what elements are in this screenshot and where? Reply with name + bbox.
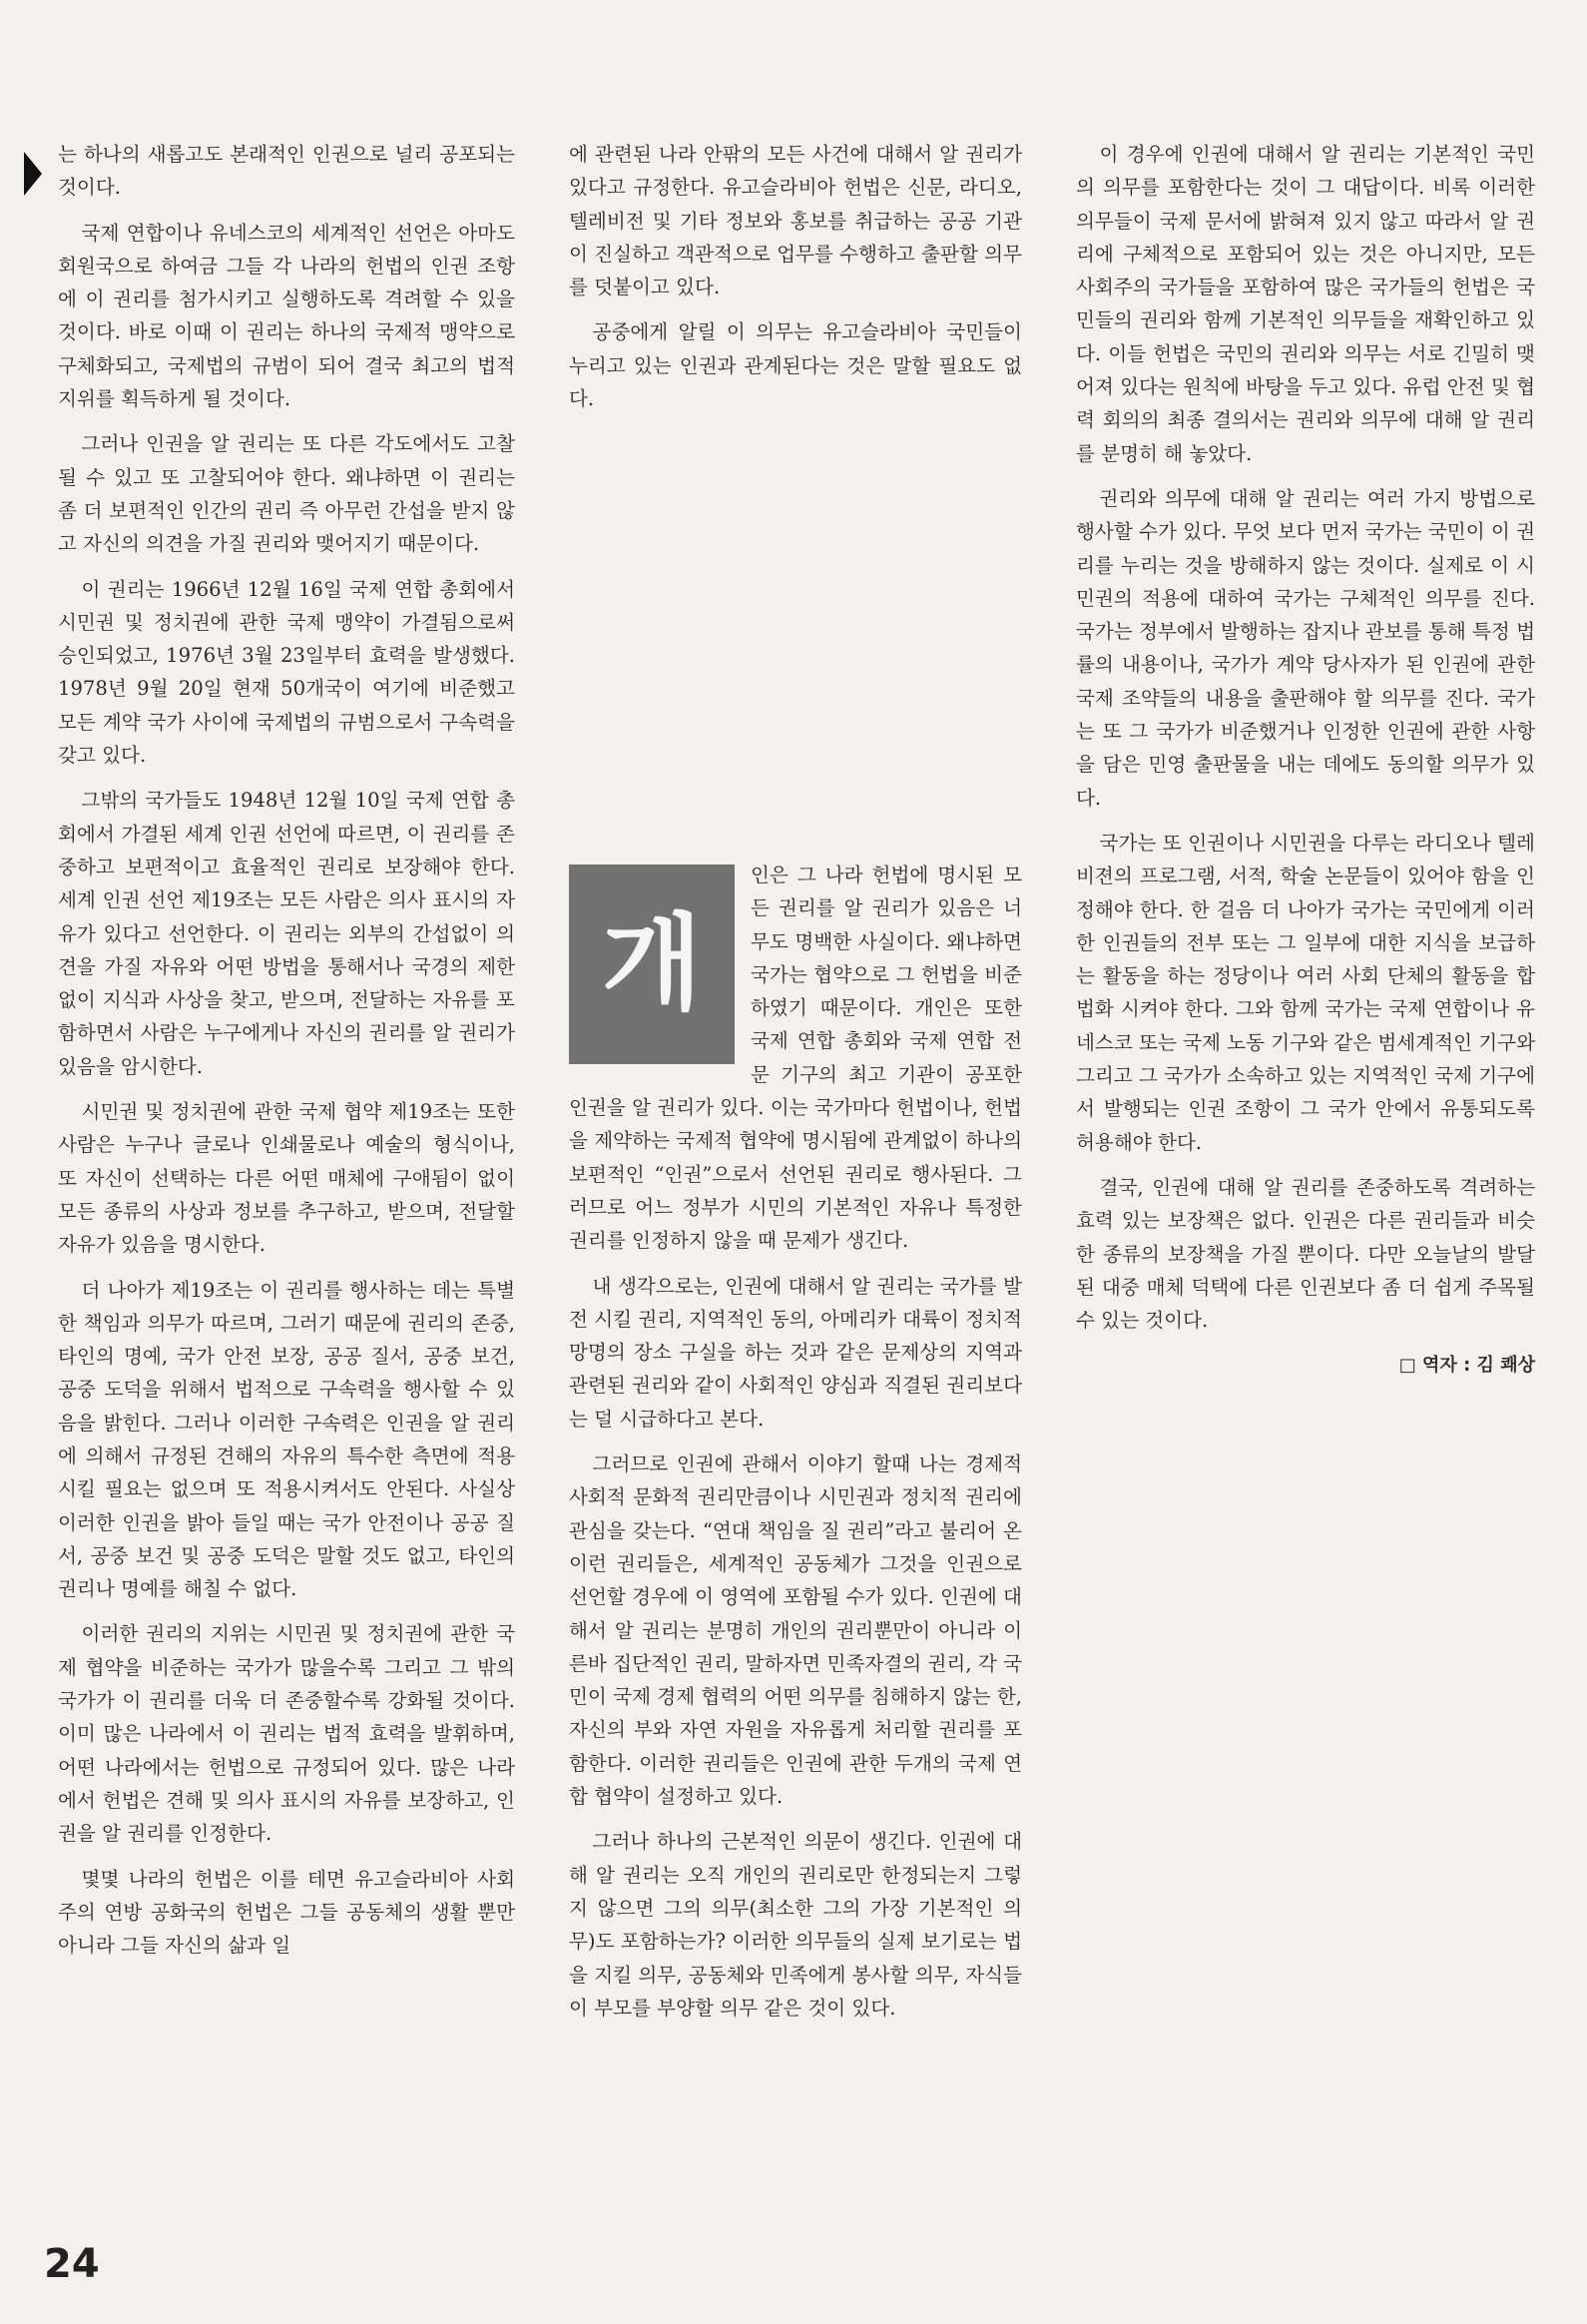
column-2-top [569, 138, 1022, 427]
paragraph: 내 생각으로는, 인권에 대해서 알 권리는 국가를 발전 시킬 권리, 지역적인 동의, 아메리카 대륙이 정치적 망명의 장소 구실을 하는 것과 같은 문제상의 지역과 관련된 권리와 같이 사회적인 양심과 직결된 권리보다는 덜 시급하다고 본다. [569, 1274, 1022, 1431]
paragraph: 이러한 권리의 지위는 시민권 및 정치권에 관한 국제 협약을 비준하는 국가가 많을수록 그리고 그 밖의 국가가 이 권리를 더욱 더 존중할수록 강화될 것이다. 이미 많은 나라에서 이 권리는 법적 효력을 발휘하며, 어떤 나라에서는 헌법으로 규정되어 있다. 많은 나라에서 헌법은 견해 및 의사 표시의 자유를 보장하고, 인권을 알 권리를 인정한다. [58, 1622, 515, 1846]
paragraph: 이 권리는 1966년 12월 16일 국제 연합 총회에서 시민권 및 정치권에 관한 국제 맹약이 가결됨으로써 승인되었고, 1976년 3월 23일부터 효력을 발생했다. 1978년 9월 20일 현재 50개국이 여기에 비준했고 모든 계약 국가 사이에 국제법의 규범으로서 구속력을 갖고 있다. [58, 577, 515, 768]
paragraph: 인은 그 나라 헌법에 명시된 모든 권리를 알 권리가 있음은 너무도 명백한 사실이다. 왜냐하면 국가는 협약으로 그 헌법을 비준하였기 때문이다. 개인은 또한 국제 연합 총회와 국제 연합 전문 기구의 최고 기관이 공포한 인권을 알 권리가 있다. 이는 국가마다 헌법이나, 헌법을 제약하는 국제적 협약에 명시됨에 관계없이 하나의 보편적인 “인권”으로서 선언된 권리로 행사된다. 그러므로 어느 정부가 시민의 기본적인 자유나 특정한 권리를 인정하지 않을 때 문제가 생긴다. [569, 864, 1022, 1253]
paragraph: 는 하나의 새롭고도 본래적인 인권으로 널리 공포되는 것이다. [58, 143, 515, 200]
paragraph: 국제 연합이나 유네스코의 세계적인 선언은 아마도 회원국으로 하여금 그들 각 나라의 헌법의 인권 조항에 이 권리를 첨가시키고 실행하도록 격려할 수 있을 것이다. 바로 이때 이 권리는 하나의 국제적 맹약으로 구체화되고, 국제법의 규범이 되어 결국 최고의 법적 지위를 획득하게 될 것이다. [58, 221, 515, 411]
column-1 [58, 138, 515, 1974]
translator-credit: □ 역자 : 김 쾌상 [1398, 1355, 1535, 1377]
paragraph: 공중에게 알릴 이 의무는 유고슬라비아 국민들이 누리고 있는 인권과 관계된다는 것은 말할 필요도 없다. [569, 320, 1022, 411]
paragraph: 국가는 또 인권이나 시민권을 다루는 라디오나 텔레비젼의 프로그램, 서적, 학술 논문들이 있어야 함을 인정해야 한다. 한 걸음 더 나아가 국가는 국민에게 이러한 인권들의 전부 또는 그 일부에 대한 지식을 보급하는 활동을 하는 정당이나 여러 사회 단체의 활동을 합법화 시켜야 한다. 그와 함께 국가는 국제 연합이나 유네스코 또는 국제 노동 기구와 같은 범세계적인 기구와 그리고 그 국가가 소속하고 있는 지역적인 국제 기구에서 발행되는 인권 조항이 그 국가 안에서 유통되도록 허용해야 한다. [1076, 831, 1536, 1154]
drop-cap: 개 [569, 865, 735, 1064]
paragraph: 시민권 및 정치권에 관한 국제 협약 제19조는 또한 사람은 누구나 글로나 인쇄물로나 예술의 형식이나, 또 자신이 선택하는 다른 어떤 매체에 구애됨이 없이 모든 종류의 사상과 정보를 추구하고, 받으며, 전달할 자유가 있음을 명시한다. [58, 1100, 515, 1257]
continuation-arrow-icon [24, 152, 42, 196]
paragraph: 이 경우에 인권에 대해서 알 권리는 기본적인 국민의 의무를 포함한다는 것이 그 대답이다. 비록 이러한 의무들이 국제 문서에 밝혀져 있지 않고 따라서 알 권리에 구체적으로 포함되어 있는 것은 아니지만, 모든 사회주의 국가들을 포함하여 많은 국가들의 헌법은 국민들의 권리와 함께 기본적인 의무들을 재확인하고 있다. 이들 헌법은 국민의 권리와 의무는 서로 긴밀히 맺어져 있다는 원칙에 바탕을 두고 있다. 유럽 안전 및 협력 회의의 최종 결의서는 권리와 의무에 대해 알 권리를 분명히 해 놓았다. [1076, 143, 1535, 465]
paragraph: 그러므로 인권에 관해서 이야기 할때 나는 경제적 사회적 문화적 권리만큼이나 시민권과 정치적 권리에 관심을 갖는다. “연대 책임을 질 권리”라고 불리어 온 이런 권리들은, 세계적인 공동체가 그것을 인권으로 선언할 경우에 이 영역에 포함될 수가 있다. 인권에 대해서 알 권리는 분명히 개인의 권리뿐만이 아니라 이른바 집단적인 권리, 말하자면 민족자결의 권리, 각 국민이 국제 경제 협력의 어떤 의무를 침해하지 않는 한, 자신의 부와 자연 자원을 자유롭게 처리할 권리를 포함한다. 이러한 권리들은 인권에 관한 두개의 국제 연합 협약이 설정하고 있다. [569, 1452, 1022, 1809]
page-number: 24 [44, 2241, 100, 2287]
paragraph: 몇몇 나라의 헌법은 이를 테면 유고슬라비아 사회주의 연방 공화국의 헌법은 그들 공동체의 생활 뿐만 아니라 그들 자신의 삶과 일 [58, 1867, 515, 1958]
column-3 [1076, 138, 1535, 1383]
paragraph: 그러나 인권을 알 권리는 또 다른 각도에서도 고찰될 수 있고 또 고찰되어야 한다. 왜냐하면 이 권리는 좀 더 보편적인 인간의 권리 즉 아무런 간섭을 받지 않고 자신의 의견을 가질 권리와 맺어지기 때문이다. [58, 432, 515, 556]
paragraph: 권리와 의무에 대해 알 권리는 여러 가지 방법으로 행사할 수가 있다. 무엇 보다 먼저 국가는 국민이 이 권리를 누리는 것을 방해하지 않는 것이다. 실제로 이 시민권의 적용에 대하여 국가는 구체적인 의무를 진다. 국가는 정부에서 발행하는 잡지나 관보를 통해 특정 법률의 내용이나, 국가가 계약 당사자가 된 인권에 관한 국제 조약들의 내용을 출판해야 할 의무를 진다. 국가는 또 그 국가가 비준했거나 인정한 인권에 관한 사항을 담은 민영 출판물을 내는 데에도 동의할 의무가 있다. [1076, 486, 1536, 810]
paragraph: 그밖의 국가들도 1948년 12월 10일 국제 연합 총회에서 가결된 세계 인권 선언에 따르면, 이 권리를 존중하고 보편적이고 효율적인 권리로 보장해야 한다. 세계 인권 선언 제19조는 모든 사람은 의사 표시의 자유가 있다고 선언한다. 이 권리는 외부의 간섭없이 의견을 가질 자유와 어떤 방법을 통해서나 국경의 제한없이 지식과 사상을 찾고, 받으며, 전달하는 자유를 포함하면서 사람은 누구에게나 자신의 권리를 알 권리가 있음을 암시한다. [58, 789, 515, 1078]
paragraph: 결국, 인권에 대해 알 권리를 존중하도록 격려하는 효력 있는 보장책은 없다. 인권은 다른 권리들과 비슷한 종류의 보장책을 가질 뿐이다. 다만 오늘날의 발달된 대중 매체 덕택에 다른 인권보다 좀 더 쉽게 주목될 수 있는 것이다. [1076, 1175, 1535, 1333]
paragraph: 에 관련된 나라 안팎의 모든 사건에 대해서 알 권리가 있다고 규정한다. 유고슬라비아 헌법은 신문, 라디오, 텔레비전 및 기타 정보와 홍보를 취급하는 공공 기관이 진실하고 객관적으로 업무를 수행하고 출판할 의무를 덧붙이고 있다. [569, 143, 1022, 299]
paragraph: 더 나아가 제19조는 이 권리를 행사하는 데는 특별한 책임과 의무가 따르며, 그러기 때문에 권리의 존중, 타인의 명예, 국가 안전 보장, 공공 질서, 공중 보건, 공중 도덕을 위해서 법적으로 구속력을 행사할 수 있음을 밝힌다. 그러나 이러한 구속력은 인권을 알 권리에 의해서 규정된 견해의 자유의 특수한 측면에 적용시킬 필요는 없으며 또 적용시켜서도 안된다. 사실상 이러한 인권을 밝아 들일 때는 국가 안전이나 공공 질서, 공중 보건 및 공중 도덕은 말할 것도 없고, 타인의 권리나 명예를 해칠 수 없다. [58, 1278, 515, 1601]
column-2-bottom [569, 859, 1022, 2036]
paragraph: 그러나 하나의 근본적인 의문이 생긴다. 인권에 대해 알 권리는 오직 개인의 권리로만 한정되는지 그렇지 않으면 그의 의무(최소한 그의 가장 기본적인 의무)도 포함하는가? 이러한 의무들의 실제 보기로는 법을 지킬 의무, 공동체와 민족에게 봉사할 의무, 자식들이 부모를 부양할 의무 같은 것이 있다. [569, 1830, 1022, 2020]
